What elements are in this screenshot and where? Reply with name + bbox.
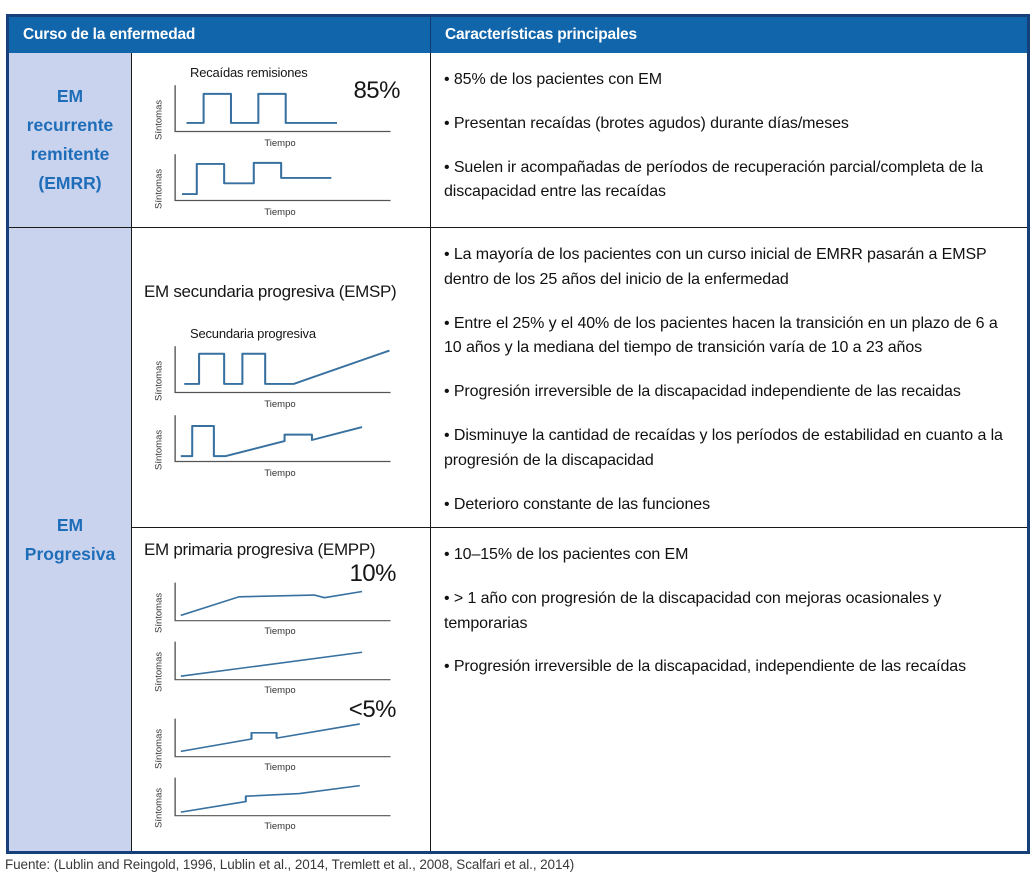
symptoms-time-plot	[166, 343, 394, 399]
y-axis-label: Síntomas	[153, 728, 165, 769]
symptoms-time-plot	[166, 639, 394, 685]
bullet-item: • Disminuye la cantidad de recaídas y los períodos de estabilidad en cuanto a la progresión de la discapacidad	[444, 424, 1011, 474]
bullet-item: • 10–15% de los pacientes con EM	[444, 543, 1011, 568]
section-title-emsp: EM secundaria progresiva (EMSP)	[144, 282, 397, 301]
bullet-item: • Suelen ir acompañadas de períodos de recuperación parcial/completa de la discapacidad entre las recaídas	[444, 156, 1011, 206]
y-axis-label: Síntomas	[153, 429, 165, 470]
source-citation: Fuente: (Lublin and Reingold, 1996, Lublin et al., 2014, Tremlett et al., 2008, Scalfari et al., 2014)	[5, 857, 575, 872]
mini-chart-emsp-2	[152, 412, 426, 479]
symptoms-time-plot	[166, 775, 394, 821]
section-title-empp: EM primaria progresiva (EMPP)	[144, 540, 376, 559]
bullet-item: • Presentan recaídas (brotes agudos) durante días/meses	[444, 112, 1011, 137]
x-axis-label: Tiempo	[264, 626, 296, 637]
header-characteristics: Características principales	[430, 17, 1027, 53]
bullet-item: • 85% de los pacientes con EM	[444, 68, 1011, 93]
charts-cell-emrr	[131, 53, 430, 227]
mini-chart-empp-2	[152, 639, 426, 696]
mini-chart-empp-3	[152, 716, 426, 773]
mini-chart-emrr-2	[152, 151, 426, 218]
mini-chart-empp-4	[152, 775, 426, 832]
x-axis-label: Tiempo	[264, 138, 296, 149]
symptoms-time-plot	[166, 412, 394, 468]
y-axis-label: Síntomas	[153, 99, 165, 140]
mini-chart-empp-1	[152, 580, 426, 637]
y-axis-label: Síntomas	[153, 168, 165, 209]
y-axis-label: Síntomas	[153, 592, 165, 633]
x-axis-label: Tiempo	[264, 821, 296, 832]
chart-title-secondary-progressive: Secundaria progresiva	[190, 326, 316, 341]
x-axis-label: Tiempo	[264, 685, 296, 696]
percent-label-empp-10: 10%	[349, 560, 396, 587]
bullet-item: • Entre el 25% y el 40% de los pacientes hacen la transición en un plazo de 6 a 10 años y la mediana del tiempo de transición varía de 10 a 23 años	[444, 312, 1011, 362]
bullets-cell-emsp	[430, 227, 1027, 527]
symptoms-time-plot	[166, 580, 394, 626]
disease-course-table	[6, 14, 1030, 854]
bullet-item: • > 1 año con progresión de la discapacidad con mejoras ocasionales y temporarias	[444, 587, 1011, 637]
bullet-item: • La mayoría de los pacientes con un curso inicial de EMRR pasarán a EMSP dentro de los 25 años del inicio de la enfermedad	[444, 243, 1011, 293]
symptoms-time-plot	[166, 716, 394, 762]
bullet-item: • Deterioro constante de las funciones	[444, 493, 1011, 518]
mini-chart-emsp-1	[152, 343, 426, 410]
y-axis-label: Síntomas	[153, 651, 165, 692]
charts-cell-emsp	[131, 227, 430, 527]
row-label-progresiva: EM Progresiva	[9, 227, 131, 851]
percent-label-empp-5: <5%	[348, 696, 396, 723]
symptoms-time-plot	[166, 151, 394, 207]
table-body	[9, 53, 1027, 851]
bullets-cell-empp	[430, 527, 1027, 851]
y-axis-label: Síntomas	[153, 787, 165, 828]
row-label-emrr: EM recurrente remitente (EMRR)	[9, 53, 131, 227]
bullet-item: • Progresión irreversible de la discapacidad, independiente de las recaídas	[444, 655, 1011, 680]
x-axis-label: Tiempo	[264, 762, 296, 773]
bullets-cell-emrr	[430, 53, 1027, 227]
y-axis-label: Síntomas	[153, 360, 165, 401]
bullet-item: • Progresión irreversible de la discapacidad independiente de las recaidas	[444, 380, 1011, 405]
x-axis-label: Tiempo	[264, 399, 296, 410]
chart-title-relapses: Recaídas remisiones	[190, 65, 308, 80]
charts-cell-empp	[131, 527, 430, 851]
table-header-row	[9, 17, 1027, 53]
percent-label-emrr: 85%	[353, 77, 400, 104]
x-axis-label: Tiempo	[264, 207, 296, 218]
header-course: Curso de la enfermedad	[23, 26, 196, 43]
x-axis-label: Tiempo	[264, 468, 296, 479]
